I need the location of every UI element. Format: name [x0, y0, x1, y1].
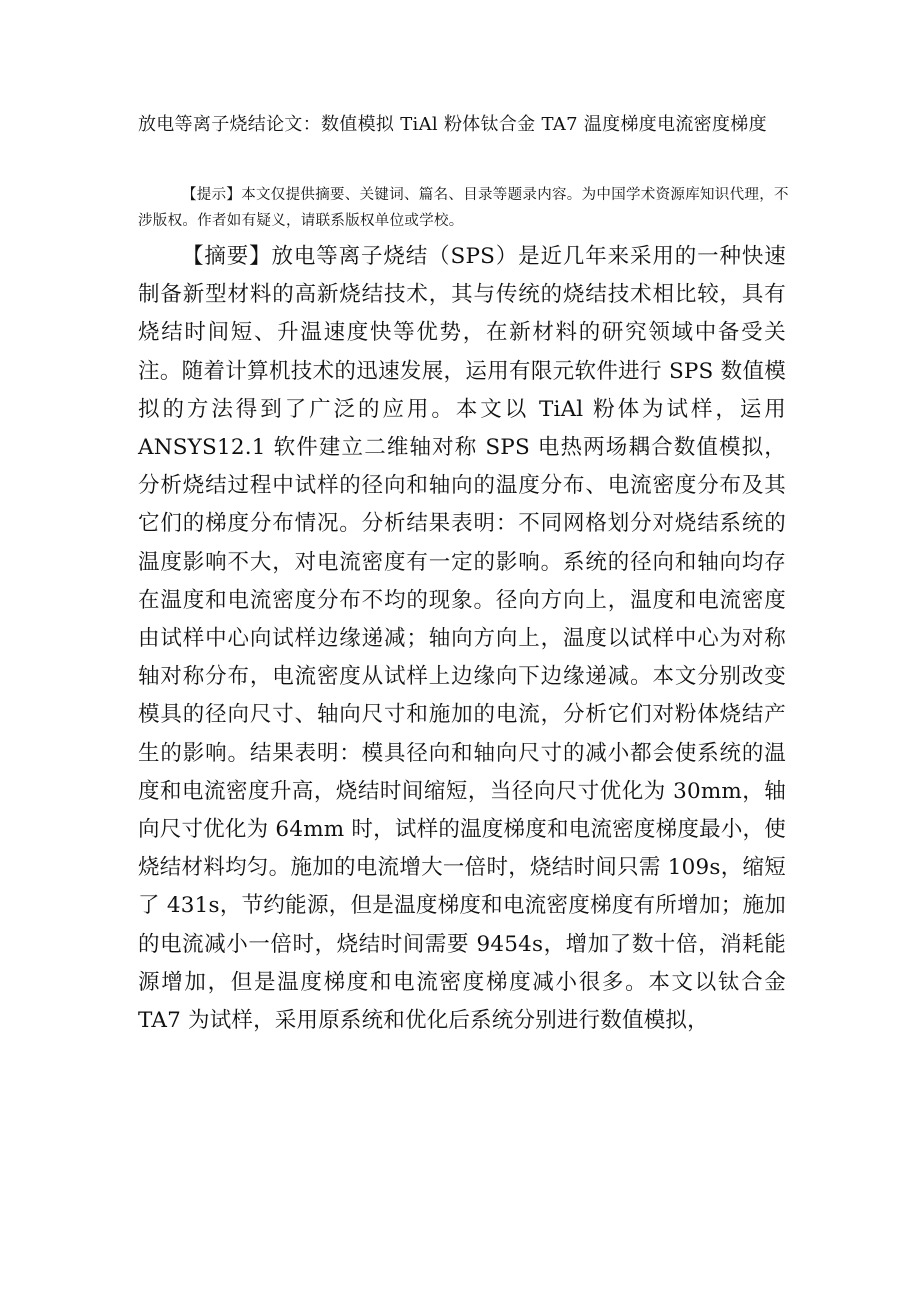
abstract-tag: 【摘要】 [182, 244, 272, 269]
abstract-paragraph [138, 238, 786, 1040]
abstract-body: 放电等离子烧结（SPS）是近几年来采用的一种快速制备新型材料的高新烧结技术，其与传统的烧结技术相比较，具有烧结时间短、升温速度快等优势，在新材料的研究领域中备受关注。随着计算机技术的迅速发展，运用有限元软件进行 SPS 数值模拟的方法得到了广泛的应用。本文以 TiAl 粉体为试样，运用 ANSYS12.1 软件建立二维轴对称 SPS 电热两场耦合数值模拟，分析烧结过程中试样的径向和轴向的温度分布、电流密度分布及其它们的梯度分布情况。分析结果表明：不同网格划分对烧结系统的温度影响不大，对电流密度有一定的影响。系统的径向和轴向均存在温度和电流密度分布不均的现象。径向方向上，温度和电流密度由试样中心向试样边缘递减；轴向方向上，温度以试样中心为对称轴对称分布，电流密度从试样上边缘向下边缘递减。本文分别改变模具的径向尺寸、轴向尺寸和施加的电流，分析它们对粉体烧结产生的影响。结果表明：模具径向和轴向尺寸的减小都会使系统的温度和电流密度升高，烧结时间缩短，当径向尺寸优化为 30mm，轴向尺寸优化为 64mm 时，试样的温度梯度和电流密度梯度最小，使烧结材料均匀。施加的电流增大一倍时，烧结时间只需 109s，缩短了 431s，节约能源，但是温度梯度和电流密度梯度有所增加；施加的电流减小一倍时，烧结时间需要 9454s，增加了数十倍，消耗能源增加，但是温度梯度和电流密度梯度减小很多。本文以钛合金 TA7 为试样，采用原系统和优化后系统分别进行数值模拟， [138, 244, 786, 1034]
copyright-notice: 【提示】本文仅提供摘要、关键词、篇名、目录等题录内容。为中国学术资源库知识代理，不涉版权。作者如有疑义，请联系版权单位或学校。 [138, 187, 789, 229]
document-title: 放电等离子烧结论文：数值模拟 TiAl 粉体钛合金 TA7 温度梯度电流密度梯度 [138, 114, 767, 135]
